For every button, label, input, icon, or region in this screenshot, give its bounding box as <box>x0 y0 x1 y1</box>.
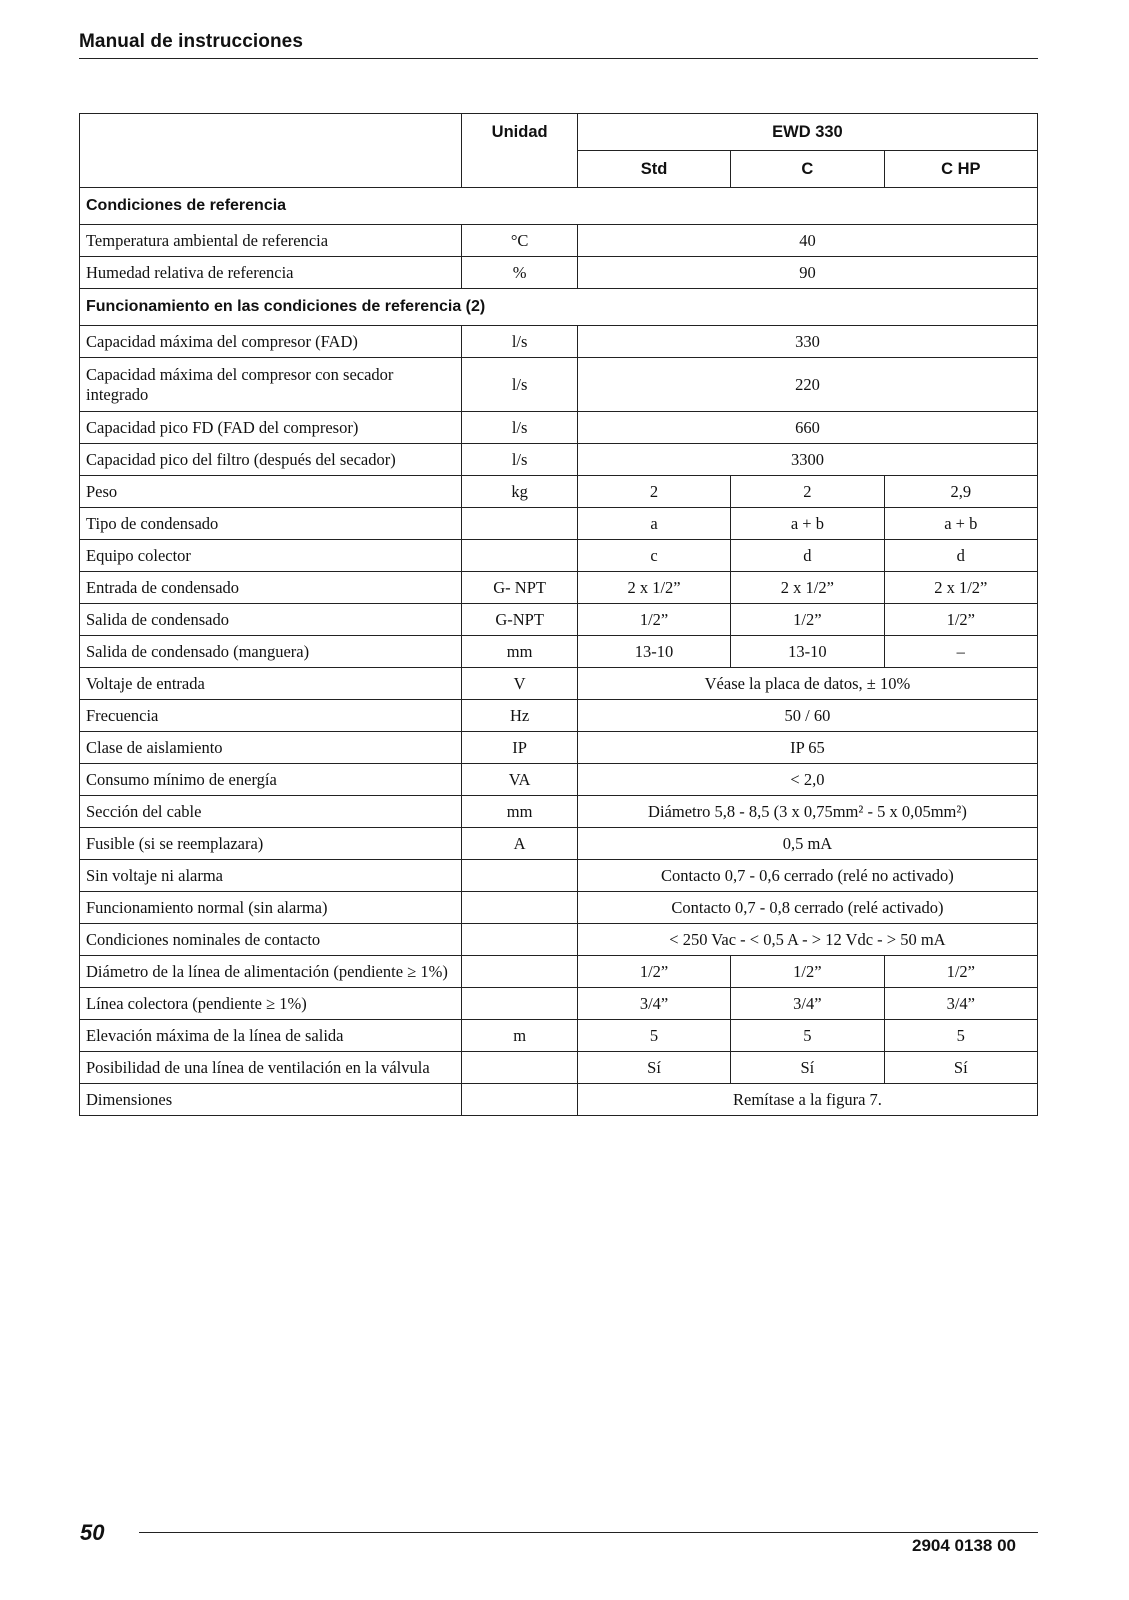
row-value: 5 <box>577 1020 730 1052</box>
row-unit: G-NPT <box>462 604 578 636</box>
row-label: Posibilidad de una línea de ventilación en la válvula <box>80 1052 462 1084</box>
row-unit: % <box>462 257 578 289</box>
row-value: Remítase a la figura 7. <box>577 1084 1037 1116</box>
row-label: Consumo mínimo de energía <box>80 764 462 796</box>
row-unit: A <box>462 828 578 860</box>
table-row <box>80 1052 1038 1084</box>
row-value: 3/4” <box>884 988 1037 1020</box>
model-column-header: EWD 330 <box>577 114 1037 151</box>
row-value: 1/2” <box>731 956 884 988</box>
row-value: < 250 Vac - < 0,5 A - > 12 Vdc - > 50 mA <box>577 924 1037 956</box>
row-unit: V <box>462 668 578 700</box>
row-value: 2 <box>731 476 884 508</box>
table-row <box>80 476 1038 508</box>
table-row <box>80 764 1038 796</box>
row-value: Diámetro 5,8 - 8,5 (3 x 0,75mm² - 5 x 0,05mm²) <box>577 796 1037 828</box>
row-value: 220 <box>577 358 1037 412</box>
row-label: Condiciones nominales de contacto <box>80 924 462 956</box>
table-row <box>80 358 1038 412</box>
row-label: Voltaje de entrada <box>80 668 462 700</box>
section-row <box>80 289 1038 326</box>
row-unit: kg <box>462 476 578 508</box>
variant-header-chp: C HP <box>884 151 1037 188</box>
table-row <box>80 1020 1038 1052</box>
header-blank-cell <box>80 114 462 188</box>
row-label: Equipo colector <box>80 540 462 572</box>
row-value: 2 x 1/2” <box>577 572 730 604</box>
row-value: 40 <box>577 225 1037 257</box>
table-row <box>80 732 1038 764</box>
row-value: 13-10 <box>731 636 884 668</box>
table-row <box>80 444 1038 476</box>
table-row <box>80 860 1038 892</box>
row-unit <box>462 1084 578 1116</box>
footer-divider <box>139 1532 1038 1533</box>
row-unit: l/s <box>462 358 578 412</box>
row-label: Fusible (si se reemplazara) <box>80 828 462 860</box>
row-unit <box>462 1052 578 1084</box>
table-row <box>80 988 1038 1020</box>
table-row <box>80 257 1038 289</box>
row-label: Temperatura ambiental de referencia <box>80 225 462 257</box>
row-value: 2,9 <box>884 476 1037 508</box>
row-value: 2 <box>577 476 730 508</box>
row-unit: IP <box>462 732 578 764</box>
row-value: Sí <box>577 1052 730 1084</box>
row-label: Salida de condensado <box>80 604 462 636</box>
row-label: Clase de aislamiento <box>80 732 462 764</box>
row-label: Dimensiones <box>80 1084 462 1116</box>
row-label: Capacidad pico del filtro (después del secador) <box>80 444 462 476</box>
row-label: Humedad relativa de referencia <box>80 257 462 289</box>
row-value: 5 <box>731 1020 884 1052</box>
row-unit <box>462 956 578 988</box>
row-label: Frecuencia <box>80 700 462 732</box>
row-label: Peso <box>80 476 462 508</box>
row-value: 1/2” <box>731 604 884 636</box>
section-row <box>80 188 1038 225</box>
page-number: 50 <box>80 1520 105 1545</box>
row-value: a + b <box>884 508 1037 540</box>
row-unit <box>462 860 578 892</box>
table-header-row <box>80 114 1038 151</box>
row-label: Capacidad máxima del compresor (FAD) <box>80 326 462 358</box>
spec-table <box>79 113 1038 1116</box>
row-value: – <box>884 636 1037 668</box>
row-unit <box>462 540 578 572</box>
row-unit: VA <box>462 764 578 796</box>
row-value: 1/2” <box>884 604 1037 636</box>
table-row <box>80 412 1038 444</box>
row-value: 90 <box>577 257 1037 289</box>
row-label: Salida de condensado (manguera) <box>80 636 462 668</box>
row-value: < 2,0 <box>577 764 1037 796</box>
row-unit: G- NPT <box>462 572 578 604</box>
row-value: 3/4” <box>731 988 884 1020</box>
unit-column-header: Unidad <box>462 114 578 188</box>
row-unit: m <box>462 1020 578 1052</box>
table-row <box>80 828 1038 860</box>
row-label: Tipo de condensado <box>80 508 462 540</box>
table-row <box>80 700 1038 732</box>
row-label: Diámetro de la línea de alimentación (pendiente ≥ 1%) <box>80 956 462 988</box>
row-value: Véase la placa de datos, ± 10% <box>577 668 1037 700</box>
table-row <box>80 924 1038 956</box>
row-value: 50 / 60 <box>577 700 1037 732</box>
table-row <box>80 668 1038 700</box>
row-unit: l/s <box>462 326 578 358</box>
row-value: Sí <box>884 1052 1037 1084</box>
table-row <box>80 508 1038 540</box>
section-title: Condiciones de referencia <box>80 188 1038 225</box>
row-value: 2 x 1/2” <box>884 572 1037 604</box>
row-unit <box>462 988 578 1020</box>
row-value: 0,5 mA <box>577 828 1037 860</box>
row-unit <box>462 924 578 956</box>
row-value: a <box>577 508 730 540</box>
variant-header-std: Std <box>577 151 730 188</box>
row-label: Línea colectora (pendiente ≥ 1%) <box>80 988 462 1020</box>
row-value: Contacto 0,7 - 0,6 cerrado (relé no activado) <box>577 860 1037 892</box>
table-row <box>80 572 1038 604</box>
row-value: a + b <box>731 508 884 540</box>
row-value: Sí <box>731 1052 884 1084</box>
table-row <box>80 636 1038 668</box>
row-unit <box>462 892 578 924</box>
row-value: 330 <box>577 326 1037 358</box>
table-row <box>80 225 1038 257</box>
row-label: Capacidad máxima del compresor con secador integrado <box>80 358 462 412</box>
table-row <box>80 892 1038 924</box>
row-label: Sección del cable <box>80 796 462 828</box>
row-value: 5 <box>884 1020 1037 1052</box>
row-value: Contacto 0,7 - 0,8 cerrado (relé activado) <box>577 892 1037 924</box>
row-unit: °C <box>462 225 578 257</box>
row-label: Entrada de condensado <box>80 572 462 604</box>
row-unit: mm <box>462 636 578 668</box>
document-code: 2904 0138 00 <box>912 1536 1016 1555</box>
row-label: Funcionamiento normal (sin alarma) <box>80 892 462 924</box>
row-value: 1/2” <box>577 956 730 988</box>
row-value: d <box>731 540 884 572</box>
row-value: IP 65 <box>577 732 1037 764</box>
table-row <box>80 956 1038 988</box>
table-row <box>80 796 1038 828</box>
section-title: Funcionamiento en las condiciones de referencia (2) <box>80 289 1038 326</box>
row-unit: Hz <box>462 700 578 732</box>
row-value: d <box>884 540 1037 572</box>
row-value: 3/4” <box>577 988 730 1020</box>
row-unit <box>462 508 578 540</box>
table-row <box>80 1084 1038 1116</box>
row-value: 1/2” <box>884 956 1037 988</box>
row-value: 13-10 <box>577 636 730 668</box>
row-unit: mm <box>462 796 578 828</box>
table-row <box>80 604 1038 636</box>
header-title: Manual de instrucciones <box>79 31 304 52</box>
row-value: 660 <box>577 412 1037 444</box>
table-row <box>80 326 1038 358</box>
row-unit: l/s <box>462 444 578 476</box>
row-value: c <box>577 540 730 572</box>
row-unit: l/s <box>462 412 578 444</box>
row-value: 2 x 1/2” <box>731 572 884 604</box>
row-value: 1/2” <box>577 604 730 636</box>
variant-header-c: C <box>731 151 884 188</box>
row-label: Elevación máxima de la línea de salida <box>80 1020 462 1052</box>
row-label: Capacidad pico FD (FAD del compresor) <box>80 412 462 444</box>
table-row <box>80 540 1038 572</box>
header-divider <box>79 58 1038 59</box>
row-label: Sin voltaje ni alarma <box>80 860 462 892</box>
row-value: 3300 <box>577 444 1037 476</box>
